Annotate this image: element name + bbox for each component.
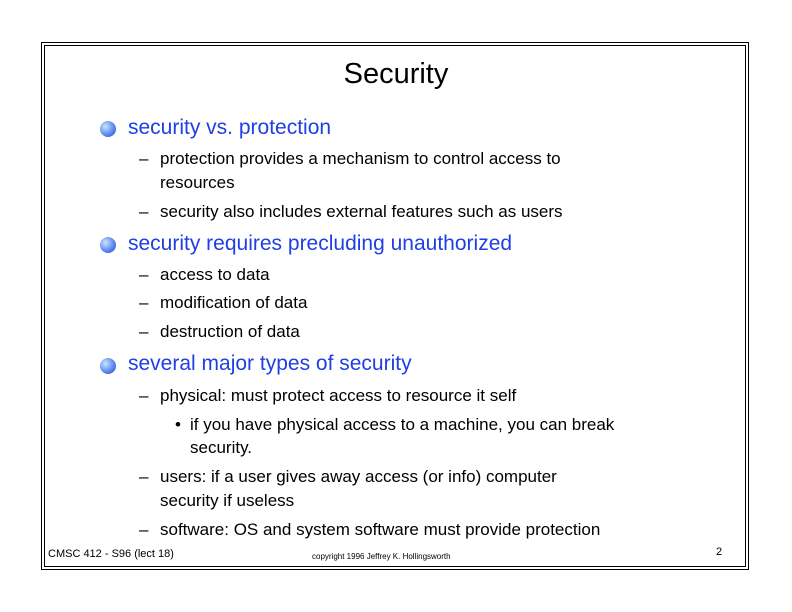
dash-bullet: – bbox=[139, 520, 149, 539]
footer-course: CMSC 412 - S96 (lect 18) bbox=[48, 548, 174, 560]
list-item-continuation: security if useless bbox=[160, 491, 295, 510]
section-heading: several major types of security bbox=[128, 352, 412, 375]
section-heading: security vs. protection bbox=[128, 116, 332, 139]
footer-copyright: copyright 1996 Jeffrey K. Hollingsworth bbox=[312, 552, 451, 561]
list-item: security also includes external features such as users bbox=[160, 202, 563, 221]
sub-list-item-continuation: security. bbox=[190, 438, 253, 457]
section-heading: security requires precluding unauthorized bbox=[128, 232, 513, 255]
bullet-dot-icon bbox=[100, 237, 116, 253]
list-item: protection provides a mechanism to control access to bbox=[160, 149, 561, 168]
page-number: 2 bbox=[716, 546, 723, 558]
dash-bullet: – bbox=[139, 265, 149, 284]
dash-bullet: – bbox=[139, 202, 149, 221]
bullet-dot-icon bbox=[100, 121, 116, 137]
list-item: modification of data bbox=[160, 293, 308, 312]
dash-bullet: – bbox=[139, 322, 149, 341]
list-item: users: if a user gives away access (or info) computer bbox=[160, 467, 557, 486]
list-item: access to data bbox=[160, 265, 270, 284]
dash-bullet: – bbox=[139, 386, 149, 405]
list-item-continuation: resources bbox=[160, 173, 235, 192]
list-item: destruction of data bbox=[160, 322, 300, 341]
dash-bullet: – bbox=[139, 293, 149, 312]
sub-list-item: if you have physical access to a machine, you can break bbox=[190, 415, 615, 434]
small-bullet: • bbox=[175, 415, 181, 434]
dash-bullet: – bbox=[139, 467, 149, 486]
bullet-dot-icon bbox=[100, 358, 116, 374]
slide-title: Security bbox=[343, 58, 449, 90]
list-item: physical: must protect access to resource it self bbox=[160, 386, 517, 405]
list-item: software: OS and system software must provide protection bbox=[160, 520, 601, 539]
dash-bullet: – bbox=[139, 149, 149, 168]
